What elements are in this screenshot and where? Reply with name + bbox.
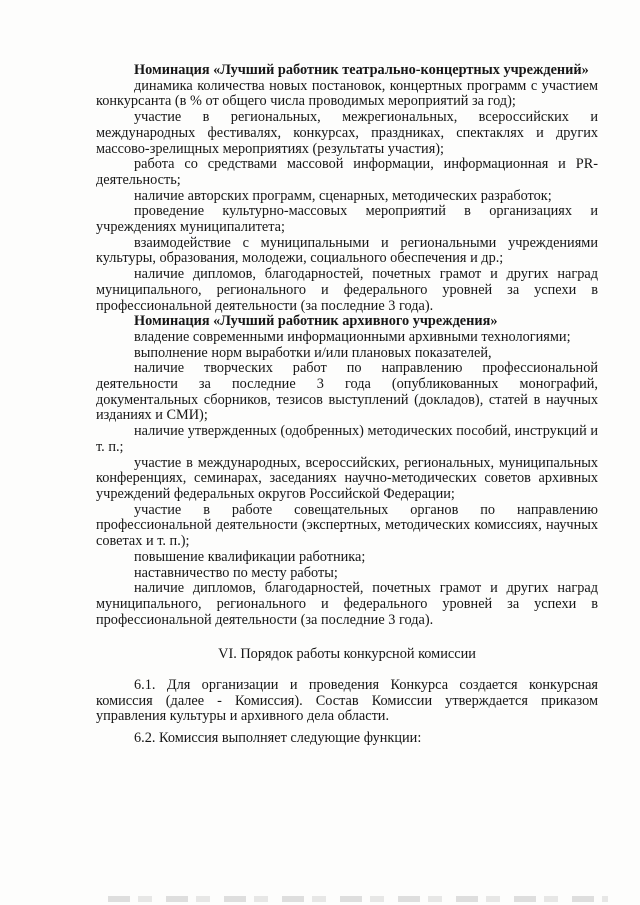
archive-criterion-7: повышение квалификации работника;: [134, 548, 366, 565]
theatre-criterion-4: наличие авторских программ, сценарных, методических разработок;: [134, 187, 552, 204]
nomination-archive-heading: Номинация «Лучший работник архивного учреждения»: [134, 313, 498, 330]
archive-criterion-8: наставничество по месту работы;: [134, 564, 338, 581]
nomination-theatre-heading: Номинация «Лучший работник театрально-концертных учреждений»: [134, 62, 589, 78]
archive-criterion-4: наличие утвержденных (одобренных) методических пособий, инструкций и т. п.;: [96, 423, 598, 455]
scan-edge-artifact: [108, 896, 608, 902]
theatre-criterion-3: работа со средствами массовой информации, информационная и PR-деятельность;: [96, 156, 598, 188]
archive-criterion-3: наличие творческих работ по направлению профессиональной деятельности за последние 3 года (опубликованных монографий, документальных сборников, тезисов выступлений (докладов), статей в научных изданиях и СМИ);: [96, 360, 598, 424]
document-body: [96, 63, 598, 747]
archive-criterion-6: участие в работе совещательных органов по направлению профессиональной деятельности (экспертных, методических комиссиях, научных советах и т. п.);: [96, 501, 598, 550]
theatre-criterion-5: проведение культурно-массовых мероприятий в организациях и учреждениях муниципалитета;: [96, 203, 598, 236]
theatre-criterion-2: участие в региональных, межрегиональных, всероссийских и международных фестивалях, конкурсах, праздниках, спектаклях и других массово-зрелищных мероприятиях (результаты участия);: [96, 109, 598, 157]
archive-criterion-1: владение современными информационными архивными технологиями;: [134, 328, 571, 345]
section-vi-title: VI. Порядок работы конкурсной комиссии: [218, 646, 476, 663]
archive-criterion-5: участие в международных, всероссийских, региональных, муниципальных конференциях, семинарах, заседаниях научно-методических советов архивных учреждений федеральных округов Российской Федерации;: [96, 454, 598, 502]
section-vi-paragraph-6-1: 6.1. Для организации и проведения Конкурса создается конкурсная комиссия (далее - Комиссия). Состав Комиссии утверждается приказом управления культуры и архивного дела области.: [96, 677, 598, 725]
archive-criterion-2: выполнение норм выработки и/или плановых показателей,: [134, 344, 492, 361]
section-vi-paragraph-6-2: 6.2. Комиссия выполняет следующие функции:: [134, 730, 422, 747]
theatre-criterion-1: динамика количества новых постановок, концертных программ с участием конкурсанта (в % от общего числа проводимых мероприятий за год);: [96, 77, 598, 110]
theatre-criterion-7: наличие дипломов, благодарностей, почетных грамот и других наград муниципального, регионального и федерального уровней за успехи в профессиональной деятельности (за последние 3 года).: [96, 266, 598, 314]
archive-criterion-9: наличие дипломов, благодарностей, почетных грамот и других наград муниципального, регионального и федерального уровней за успехи в профессиональной деятельности (за последние 3 года).: [96, 580, 598, 628]
theatre-criterion-6: взаимодействие с муниципальными и региональными учреждениями культуры, образования, молодежи, социального обеспечения и др.;: [96, 234, 598, 267]
